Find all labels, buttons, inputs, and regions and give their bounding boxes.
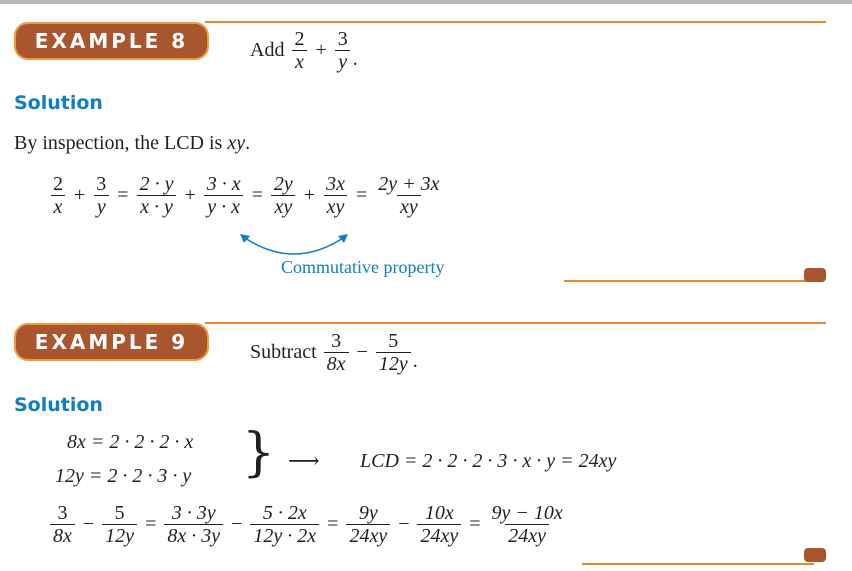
prompt-verb: Add [250, 39, 285, 61]
example-8-end-marker [804, 268, 826, 282]
operator: + [303, 184, 316, 206]
annotation-commutative: Commutative property [281, 257, 445, 277]
numerator: 10x [424, 502, 454, 524]
example-8-equation [48, 173, 445, 218]
fraction [489, 502, 566, 547]
denominator: xy [324, 195, 348, 218]
prompt-fraction-b [376, 330, 411, 375]
prompt-fraction-a [291, 28, 307, 73]
fraction [164, 502, 223, 547]
numerator: 5 [388, 330, 399, 352]
operator: + [184, 184, 196, 206]
example-9-solution-heading: Solution [14, 394, 103, 416]
intro-variable: xy [227, 132, 246, 154]
prompt-fraction-a [324, 330, 349, 375]
fraction [102, 502, 137, 547]
example-8-intro [14, 132, 250, 155]
denominator: 24xy [346, 524, 390, 547]
prompt-end: . [352, 48, 358, 70]
prompt-end: . [412, 350, 418, 372]
factorization-8x: 8x = 2 · 2 · 2 · x [67, 431, 194, 453]
prompt-verb: Subtract [250, 341, 317, 363]
arrow-icon: ⟶ [288, 448, 320, 473]
example-9-badge: EXAMPLE 9 [14, 323, 209, 361]
denominator: 8x [324, 352, 349, 375]
arrowhead-left-icon [240, 234, 250, 243]
denominator: 8x [50, 524, 75, 547]
arc-curve [242, 236, 346, 254]
operator: − [231, 513, 243, 535]
equals: = [251, 184, 263, 206]
example-8-badge: EXAMPLE 8 [14, 22, 209, 60]
fraction [250, 502, 319, 547]
example-9-end-marker [804, 548, 826, 562]
numerator: 3 · 3y [171, 502, 216, 524]
equals: = [327, 513, 339, 535]
operator: − [356, 341, 368, 363]
denominator: y [94, 195, 109, 218]
numerator: 5 [114, 502, 125, 524]
operator: + [74, 184, 86, 206]
numerator: 2y [273, 173, 293, 195]
example-8-prompt [250, 28, 358, 73]
fraction [271, 173, 296, 218]
top-border [0, 0, 852, 4]
example-9-end-rule [582, 563, 814, 565]
example-8-end-rule [564, 280, 814, 282]
denominator: 12y [102, 524, 137, 547]
denominator: 12y [376, 352, 411, 375]
operator: − [82, 513, 95, 535]
fraction [50, 502, 75, 547]
fraction [346, 502, 390, 547]
example-8-rule [205, 21, 826, 23]
numerator: 3 [96, 173, 107, 195]
numerator: 9y [358, 502, 378, 524]
denominator: 24xy [417, 524, 461, 547]
fraction [137, 173, 177, 218]
numerator: 9y − 10x [491, 502, 563, 524]
fraction [204, 173, 244, 218]
numerator: 3 [57, 502, 68, 524]
denominator: y [335, 50, 350, 73]
brace-icon: } [242, 423, 276, 483]
numerator: 2y + 3x [378, 173, 440, 195]
equals: = [469, 513, 481, 535]
denominator: y · x [204, 195, 243, 218]
numerator: 2 · y [139, 173, 174, 195]
fraction [50, 173, 66, 218]
numerator: 3 [331, 330, 342, 352]
fraction [375, 173, 442, 218]
example-8-solution-heading: Solution [14, 92, 103, 114]
fraction [323, 173, 348, 218]
lcd-statement: LCD = 2 · 2 · 2 · 3 · x · y = 24xy [360, 450, 617, 472]
intro-end: . [245, 132, 251, 154]
example-9-equation [48, 502, 568, 547]
numerator: 3 · x [206, 173, 241, 195]
fraction [93, 173, 109, 218]
intro-text: By inspection, the LCD is [14, 132, 228, 154]
denominator: 24xy [505, 524, 549, 547]
example-9-prompt [250, 330, 418, 375]
denominator: xy [271, 195, 295, 218]
numerator: 3 [337, 28, 348, 50]
factorization-12y: 12y = 2 · 2 · 3 · y [55, 465, 192, 487]
denominator: xy [397, 195, 421, 218]
equals: = [145, 513, 157, 535]
equals: = [117, 184, 129, 206]
numerator: 2 [294, 28, 305, 50]
arrowhead-right-icon [338, 234, 348, 243]
example-9-rule [205, 322, 826, 324]
numerator: 3x [326, 173, 345, 195]
operator: + [315, 39, 327, 61]
denominator: x [51, 195, 66, 218]
equals: = [355, 184, 368, 206]
prompt-fraction-b [335, 28, 351, 73]
denominator: 12y · 2x [250, 524, 319, 547]
operator: − [398, 513, 410, 535]
numerator: 5 · 2x [262, 502, 307, 524]
fraction [417, 502, 461, 547]
numerator: 2 [53, 173, 63, 195]
denominator: 8x · 3y [164, 524, 223, 547]
denominator: x [292, 50, 307, 73]
denominator: x · y [137, 195, 176, 218]
